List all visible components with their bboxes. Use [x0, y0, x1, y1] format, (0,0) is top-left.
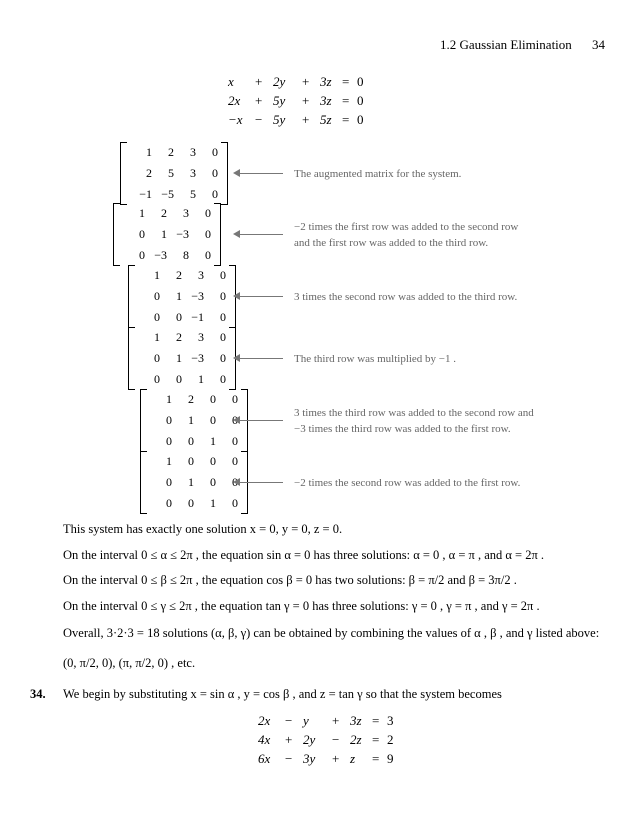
step-note-line: 3 times the second row was added to the third row. [294, 291, 518, 303]
matrix-entry: −3 [176, 227, 189, 241]
matrix-entry: 2 [176, 268, 182, 282]
matrix-entry: 0 [232, 434, 238, 448]
step-arrow [239, 296, 283, 297]
equation-term: = [372, 751, 380, 766]
matrix-entry: 0 [139, 248, 145, 262]
matrix-entry: 1 [210, 496, 216, 510]
equation-term: + [332, 751, 340, 766]
step-note-line: The third row was multiplied by −1 . [294, 353, 457, 365]
left-bracket [128, 327, 135, 390]
equation-term: 3 [387, 713, 394, 728]
equation-term: 9 [387, 751, 394, 766]
matrix-entry: 0 [205, 206, 211, 220]
matrix-entry: 0 [220, 372, 226, 386]
running-header [440, 37, 572, 53]
left-bracket [128, 265, 135, 328]
equation-term: + [285, 732, 293, 747]
equation-term: 2y [303, 732, 316, 747]
matrix-entry: 0 [232, 496, 238, 510]
matrix-entry: 0 [232, 392, 238, 406]
matrix-entry: 1 [139, 206, 145, 220]
matrix-entry: 1 [176, 289, 182, 303]
matrix-entry: 1 [198, 372, 204, 386]
equation-term: + [255, 93, 263, 108]
matrix-entry: 0 [212, 145, 218, 159]
matrix-entry: 0 [212, 187, 218, 201]
matrix-entry: −3 [191, 351, 204, 365]
matrix-entry: 0 [176, 372, 182, 386]
equation-term: = [342, 93, 350, 108]
augmented-matrix [113, 203, 221, 266]
matrix-entry: 3 [198, 268, 204, 282]
matrix-entry: 1 [166, 392, 172, 406]
step-note-line: −3 times the third row was added to the first row. [294, 423, 511, 435]
right-bracket [214, 203, 221, 266]
equation-term: 3z [350, 713, 362, 728]
matrix-entry: 0 [210, 413, 216, 427]
matrix-entry: 3 [190, 145, 196, 159]
equation-term: 3z [320, 93, 332, 108]
step-note-line: −2 times the second row was added to the first row. [294, 477, 521, 489]
paragraph-unique-solution: This system has exactly one solution x = 0, y = 0, z = 0. [63, 522, 343, 536]
matrix-entry: 1 [166, 454, 172, 468]
matrix-entry: 0 [210, 454, 216, 468]
matrix-entry: 2 [188, 392, 194, 406]
equation-term: 0 [357, 112, 364, 127]
equation-term: 2y [273, 74, 286, 89]
equation-system-1 [228, 74, 388, 134]
matrix-entry: 0 [188, 454, 194, 468]
step-note [294, 166, 461, 182]
equation-term: 2x [258, 713, 271, 728]
matrix-entry: 0 [210, 392, 216, 406]
matrix-entry: 1 [161, 227, 167, 241]
matrix-entry: 0 [188, 496, 194, 510]
matrix-entry: 1 [188, 475, 194, 489]
step-arrow [239, 420, 283, 421]
equation-term: 0 [357, 74, 364, 89]
equation-term: 0 [357, 93, 364, 108]
paragraph-tan-solutions: On the interval 0 ≤ γ ≤ 2π , the equation tan γ = 0 has three solutions: γ = 0 , γ = π , and γ = 2π . [63, 599, 540, 613]
matrix-entry: 0 [220, 268, 226, 282]
matrix-entry: 0 [166, 475, 172, 489]
matrix-entry: 0 [232, 454, 238, 468]
augmented-matrix [128, 327, 236, 390]
equation-term: y [303, 713, 309, 728]
equation-term: + [302, 112, 310, 127]
matrix-entry: 0 [205, 227, 211, 241]
paragraph-overall: Overall, 3·2·3 = 18 solutions (α, β, γ) can be obtained by combining the values of α , β , and γ listed above: [63, 626, 600, 640]
matrix-entry: −1 [139, 187, 152, 201]
matrix-entry: −3 [191, 289, 204, 303]
right-bracket [221, 142, 228, 205]
matrix-entry: 1 [154, 268, 160, 282]
step-note-line: 3 times the third row was added to the second row and [294, 407, 534, 419]
matrix-entry: 2 [146, 166, 152, 180]
matrix-entry: 1 [210, 434, 216, 448]
equation-term: − [285, 713, 293, 728]
matrix-entry: 0 [166, 434, 172, 448]
matrix-entry: 3 [198, 330, 204, 344]
step-note-line: and the first row was added to the third row. [294, 237, 489, 249]
matrix-entry: 2 [168, 145, 174, 159]
matrix-entry: 2 [161, 206, 167, 220]
equation-term: + [255, 74, 263, 89]
matrix-entry: −5 [161, 187, 174, 201]
matrix-entry: 0 [210, 475, 216, 489]
section-title: 1.2 Gaussian Elimination [440, 37, 572, 52]
matrix-entry: 0 [220, 330, 226, 344]
matrix-entry: 8 [183, 248, 189, 262]
equation-term: = [342, 74, 350, 89]
matrix-entry: 0 [220, 351, 226, 365]
equation-term: z [350, 751, 356, 766]
equation-term: = [372, 732, 380, 747]
matrix-entry: 0 [154, 289, 160, 303]
equation-term: 5z [320, 112, 332, 127]
equation-term: 3y [303, 751, 316, 766]
equation-term: = [342, 112, 350, 127]
equation-term: = [372, 713, 380, 728]
problem-number: 34. [30, 687, 46, 701]
problem-text: We begin by substituting x = sin α , y = cos β , and z = tan γ so that the system becomes [63, 687, 502, 701]
matrix-entry: 0 [166, 496, 172, 510]
equation-term: − [332, 732, 340, 747]
step-arrow [239, 173, 283, 174]
matrix-entry: 3 [190, 166, 196, 180]
matrix-entry: 1 [146, 145, 152, 159]
equation-term: 5y [273, 93, 286, 108]
equation-term: 6x [258, 751, 271, 766]
matrix-entry: −3 [154, 248, 167, 262]
matrix-entry: 1 [188, 413, 194, 427]
equation-system-2 [258, 713, 418, 773]
equation-term: − [285, 751, 293, 766]
matrix-entry: 0 [212, 166, 218, 180]
equation-term: + [302, 93, 310, 108]
step-arrow [239, 482, 283, 483]
step-note [294, 475, 520, 491]
matrix-entry: 3 [183, 206, 189, 220]
left-bracket [120, 142, 127, 205]
equation-term: x [228, 74, 234, 89]
matrix-entry: 0 [154, 372, 160, 386]
step-note [294, 405, 534, 437]
equation-term: 3z [320, 74, 332, 89]
augmented-matrix [120, 142, 228, 205]
matrix-entry: 0 [166, 413, 172, 427]
step-arrow [239, 234, 283, 235]
matrix-entry: 0 [139, 227, 145, 241]
equation-term: − [255, 112, 263, 127]
matrix-entry: 5 [190, 187, 196, 201]
page-number: 34 [592, 37, 605, 52]
equation-term: −x [228, 112, 243, 127]
paragraph-cos-solutions: On the interval 0 ≤ β ≤ 2π , the equation cos β = 0 has two solutions: β = π/2 and β = 3π/2 . [63, 573, 517, 587]
step-note [294, 351, 456, 367]
equation-term: + [332, 713, 340, 728]
augmented-matrix [140, 389, 248, 452]
paragraph-sin-solutions: On the interval 0 ≤ α ≤ 2π , the equation sin α = 0 has three solutions: α = 0 , α = π , and α = 2π . [63, 548, 545, 562]
matrix-entry: 0 [220, 310, 226, 324]
equation-term: 2 [387, 732, 394, 747]
step-note [294, 289, 517, 305]
matrix-entry: 1 [154, 330, 160, 344]
matrix-entry: 0 [176, 310, 182, 324]
left-bracket [140, 451, 147, 514]
matrix-entry: 0 [205, 248, 211, 262]
matrix-entry: 0 [220, 289, 226, 303]
paragraph-example-solutions: (0, π/2, 0), (π, π/2, 0) , etc. [63, 656, 196, 670]
matrix-entry: 0 [154, 310, 160, 324]
augmented-matrix [140, 451, 248, 514]
matrix-entry: −1 [191, 310, 204, 324]
equation-term: 5y [273, 112, 286, 127]
matrix-entry: 0 [188, 434, 194, 448]
step-note-line: −2 times the first row was added to the second row [294, 221, 519, 233]
matrix-entry: 5 [168, 166, 174, 180]
matrix-entry: 0 [154, 351, 160, 365]
matrix-entry: 2 [176, 330, 182, 344]
equation-term: 4x [258, 732, 271, 747]
left-bracket [113, 203, 120, 266]
augmented-matrix [128, 265, 236, 328]
equation-term: 2x [228, 93, 241, 108]
step-arrow [239, 358, 283, 359]
step-note [294, 219, 518, 251]
equation-term: 2z [350, 732, 362, 747]
equation-term: + [302, 74, 310, 89]
matrix-entry: 1 [176, 351, 182, 365]
step-note-line: The augmented matrix for the system. [294, 168, 462, 180]
left-bracket [140, 389, 147, 452]
